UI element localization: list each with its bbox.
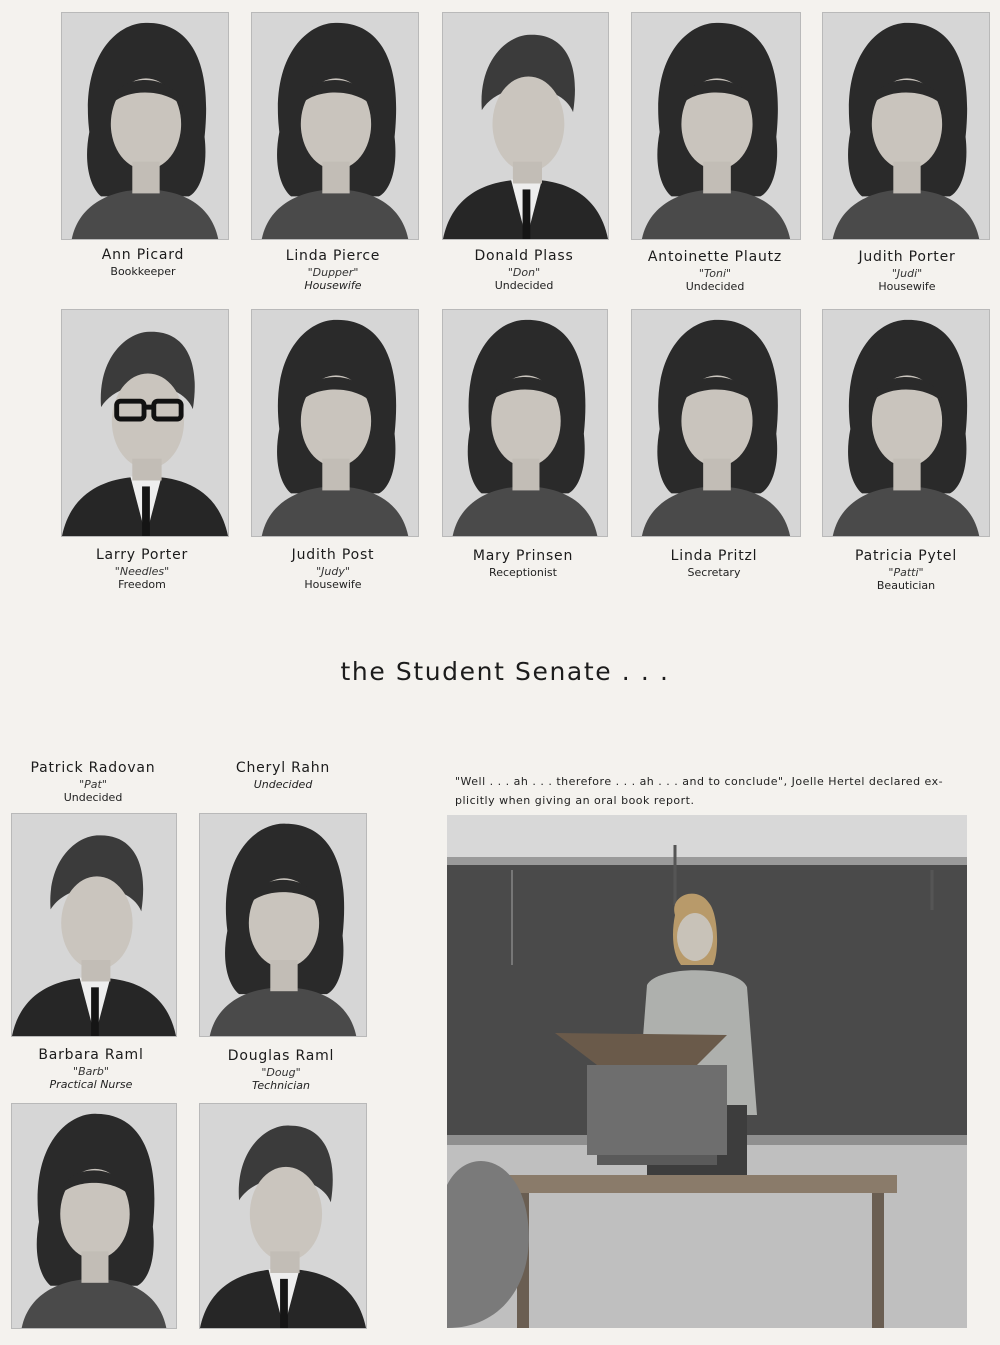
student-name: Mary Prinsen (472, 548, 574, 564)
photo-caption-line: plicitly when giving an oral book report. (455, 794, 695, 807)
student-nickname: "Patti" (888, 565, 924, 579)
student-name: Patricia Pytel (854, 548, 958, 564)
student-caption (428, 548, 618, 579)
student-caption (812, 249, 1000, 294)
student-nickname: "Judi" (891, 266, 923, 280)
student-plans: Bookkeeper (110, 264, 176, 278)
student-caption (429, 248, 619, 293)
student-name: Antoinette Plautz (647, 249, 783, 265)
student-plans: Secretary (687, 565, 741, 579)
student-nickname: "Pat" (79, 777, 107, 791)
student-name: Ann Picard (101, 247, 185, 263)
student-caption (188, 760, 378, 791)
student-caption (811, 548, 1000, 593)
student-caption (47, 547, 237, 592)
portrait-judith-post (251, 309, 419, 537)
student-nickname: "Barb" (73, 1064, 109, 1078)
portrait-douglas-raml (199, 1103, 367, 1329)
student-name: Donald Plass (474, 248, 574, 264)
student-name: Judith Post (291, 547, 375, 563)
student-nickname: "Dupper" (307, 265, 359, 279)
student-plans: Undecided (494, 279, 554, 293)
portrait-linda-pritzl (631, 309, 801, 537)
student-name: Linda Pierce (285, 248, 381, 264)
photo-caption (455, 772, 955, 810)
student-plans: Practical Nurse (49, 1078, 133, 1092)
student-plans: Housewife (878, 280, 936, 294)
portrait-patricia-pytel (822, 309, 990, 537)
student-name: Douglas Raml (227, 1048, 335, 1064)
portrait-antoinette-plautz (631, 12, 801, 240)
student-plans: Undecided (253, 777, 313, 791)
student-nickname: "Judy" (316, 564, 350, 578)
portrait-ann-picard (61, 12, 229, 240)
student-caption (619, 548, 809, 579)
student-caption (48, 247, 238, 278)
student-caption (238, 547, 428, 592)
student-plans: Receptionist (489, 565, 557, 579)
student-name: Judith Porter (858, 249, 956, 265)
student-plans: Housewife (304, 279, 362, 293)
student-caption (0, 760, 188, 805)
student-nickname: "Toni" (698, 266, 732, 280)
portrait-cheryl-rahn (199, 813, 367, 1037)
student-caption (186, 1048, 376, 1093)
portrait-patrick-radovan (11, 813, 177, 1037)
student-nickname: "Don" (507, 265, 541, 279)
photo-caption-line: "Well . . . ah . . . therefore . . . ah . . . and to conclude", Joelle Hertel declared ex- (455, 775, 944, 788)
student-name: Barbara Raml (38, 1047, 144, 1063)
student-caption (238, 248, 428, 293)
student-plans: Undecided (685, 280, 745, 294)
portrait-judith-porter (822, 12, 990, 240)
student-plans: Freedom (118, 578, 166, 592)
student-caption (0, 1047, 186, 1092)
portrait-donald-plass (442, 12, 609, 240)
student-name: Cheryl Rahn (235, 760, 331, 776)
student-nickname: "Needles" (114, 564, 170, 578)
student-caption (620, 249, 810, 294)
student-name: Linda Pritzl (670, 548, 758, 564)
student-name: Patrick Radovan (30, 760, 156, 776)
portrait-linda-pierce (251, 12, 419, 240)
student-plans: Technician (252, 1079, 310, 1093)
student-nickname: "Doug" (261, 1065, 301, 1079)
student-plans: Housewife (304, 578, 362, 592)
candid-photo-book-report (447, 815, 967, 1328)
portrait-barbara-raml (11, 1103, 177, 1329)
student-plans: Beautician (876, 579, 936, 593)
student-name: Larry Porter (95, 547, 189, 563)
portrait-mary-prinsen (442, 309, 608, 537)
portrait-larry-porter (61, 309, 229, 537)
student-plans: Undecided (63, 791, 123, 805)
section-title: the Student Senate . . . (340, 657, 670, 686)
